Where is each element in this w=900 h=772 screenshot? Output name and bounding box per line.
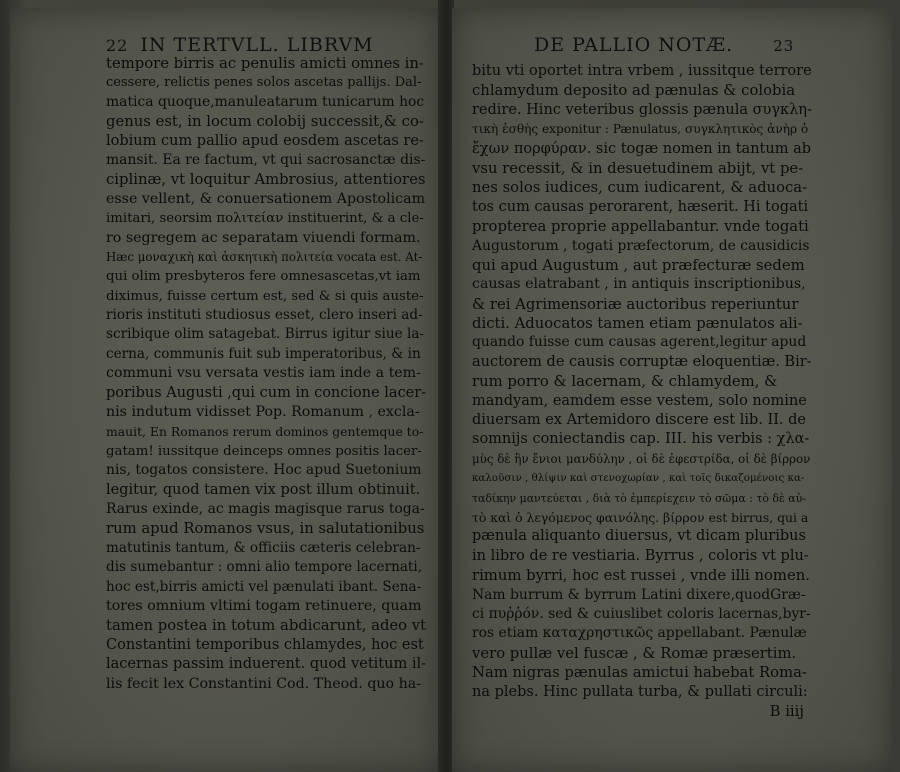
text-line: qui olim presbyteros fere omnesascetas,vt iam [106,269,421,285]
text-line: Rarus exinde, ac magis magisque rarus toga- [106,500,425,517]
text-line: ros etiam καταχρηστικῶς appellabant. Pænulæ [472,625,807,642]
right-running-title: DE PALLIO NOTÆ. [534,34,734,56]
right-page [452,8,892,772]
text-line: mansit. Ea re factum, vt qui sacrosanctæ dis- [106,151,426,168]
text-line: ταδίκην μαντεύεται , διὰ τὸ ἐμπερίεχειν τὸ σῶμα : τὸ δὲ αὐ- [472,491,806,505]
left-page-text [106,54,426,694]
text-line: lacernas passim induerent. quod vetitum il- [106,656,427,673]
text-line: diximus, fuisse certum est, sed & si quis auste- [106,288,424,304]
text-line: ci πυῤῥόν. sed & cuiuslibet coloris lacernas,byr- [472,605,811,622]
text-line: τὸ καὶ ὁ λεγόμενος φαινόλης. βίρρον est birrus, qui a [472,509,809,525]
text-line: Nam burrum & byrrum Latini dixere,quodGræ- [472,586,806,603]
text-line: rimum byrri, hoc est russei , vnde illi nomen. [472,567,810,585]
text-line: na plebs. Hinc pullata turba, & pullati circuli: [472,683,808,700]
text-line: Nam nigras pænulas amictui habebat Roma- [472,664,807,682]
left-running-head [106,34,374,56]
text-line: tos cum causas perorarent, hæserit. Hi togati [472,198,809,215]
text-line: B iiij [769,702,804,720]
text-line: tempore birris ac penulis amicti omnes in- [106,55,424,72]
text-line: nis, togatos consistere. Hoc apud Suetonium [106,462,422,479]
text-line: propterea proprie appellabantur. vnde togati [472,218,809,236]
text-line: legitur, quod tamen vix post illum obtinuit. [106,481,421,498]
text-line: vero pullæ vel fuscæ , & Romæ præsertim. [472,644,797,662]
text-line: μὺς δὲ ἣν ἔνιοι μανδύλην , οἱ δὲ ἐφεστρίδα, οἱ δὲ βίρρον [472,451,811,466]
text-line: ἔχων πορφύραν. sic togæ nomen in tantum ab [472,140,811,157]
text-line: ro segregem ac separatam viuendi formam. [106,229,421,246]
text-line: Augustorum , togati præfectorum, de causidicis [472,237,810,254]
text-line: mandyam, eamdem esse vestem, solo nomine [472,392,807,409]
text-line: lobium cum pallio apud eosdem ascetas re- [106,132,424,149]
text-line: rioris instituti studiosus esset, clero inseri ad- [106,307,423,324]
text-line: esse vellent, & conuersationem Apostolicam [106,190,426,207]
right-running-head [534,34,794,56]
text-line: quando fuisse cum causas agerent,legitur apud [472,334,807,351]
text-line: dis sumebantur : omni alio tempore lacernati, [106,559,423,576]
left-running-title: IN TERTVLL. LIBRVM [140,34,374,56]
text-line: poribus Augusti ,qui cum in concione lacer- [106,384,427,401]
text-line: somnijs coniectandis cap. III. his verbis : χλα- [472,431,810,448]
left-page [10,8,440,772]
text-line: in libro de re vestiaria. Byrrus , coloris vt plu- [472,547,809,564]
text-line: ciplinæ, vt loquitur Ambrosius, attentiores [106,171,426,189]
text-line: auctorem de causis corruptæ eloquentiæ. Bir- [472,353,812,370]
left-page-number: 22 [106,36,129,55]
text-line: bitu vti oportet intra vrbem , iussitque terrore [472,63,812,79]
text-line: Hæc μοναχικὴ καὶ ἀσκητικὴ πολιτεία vocata est. At- [106,249,423,264]
right-page-number: 23 [773,37,795,55]
text-line: καλοῦσιν , θλίψιν καὶ στενοχωρίαν , καὶ τοῖς δικαζομένοις κα- [472,472,805,485]
text-line: gatam! iussitque deinceps omnes positis lacer- [106,443,422,459]
text-line: scribique olim satagebat. Birrus igitur siue la- [106,326,425,343]
text-line: chlamydum deposito ad pænulas & colobia [472,82,796,100]
text-line: tores omnium vltimi togam retinuere, quam [106,597,422,614]
text-line: tamen postea in totum abdicarunt, adeo vt [106,617,427,635]
text-line: hoc est,birris amicti vel pænulati ibant. Sena- [106,578,422,595]
text-line: nis indutum vidisset Pop. Romanum , excla- [106,404,420,421]
text-line: dicti. Aduocatos tamen etiam pænulatos ali- [472,315,803,333]
text-line: rum porro & lacernam, & chlamydem, & [472,373,778,391]
text-line: matica quoque,manuleatarum tunicarum hoc [106,93,425,110]
text-line: rum apud Romanos vsus, in salutationibus [106,520,425,538]
text-line: matutinis tantum, & officiis cæteris celebran- [106,539,421,556]
text-line: vsu recessit, & in desuetudinem abijt, vt pe- [472,159,804,177]
text-line: communi vsu versata vestis iam inde a tem- [106,365,421,382]
text-line: qui apud Augustum , aut præfecturæ sedem [472,256,805,274]
text-line: cerna, communis fuit sub imperatoribus, & in [106,345,421,362]
text-line: τικὴ ἐσθὴς exponitur : Pænulatus, συγκλητικὸς ἀνὴρ ὁ [472,122,809,137]
text-line: lis fecit lex Constantini Cod. Theod. quo ha- [106,675,421,692]
text-line: & rei Agrimensoriæ auctoribus reperiuntur [472,295,799,313]
text-line: causas elatrabant , in antiquis inscriptionibus, [472,276,806,293]
text-line: genus est, in locum colobij successit,& co- [106,113,424,131]
text-line: redire. Hinc veteribus glossis pænula συγκλη- [472,101,812,118]
text-line: nes solos iudices, cum iudicarent, & aduoca- [472,179,808,197]
right-page-text [472,62,812,721]
text-line: pænula aliquanto diuersus, vt dicam pluribus [472,528,806,545]
text-line: diuersam ex Artemidoro discere est lib. II. de [472,412,807,429]
text-line: imitari, seorsim πολιτείαν instituerint, & a cle- [106,211,424,227]
text-line: mauit, En Romanos rerum dominos gentemque to- [106,424,424,440]
text-line: cessere, relictis penes solos ascetas pallijs. Dal- [106,75,422,91]
text-line: Constantini temporibus chlamydes, hoc est [106,636,424,653]
